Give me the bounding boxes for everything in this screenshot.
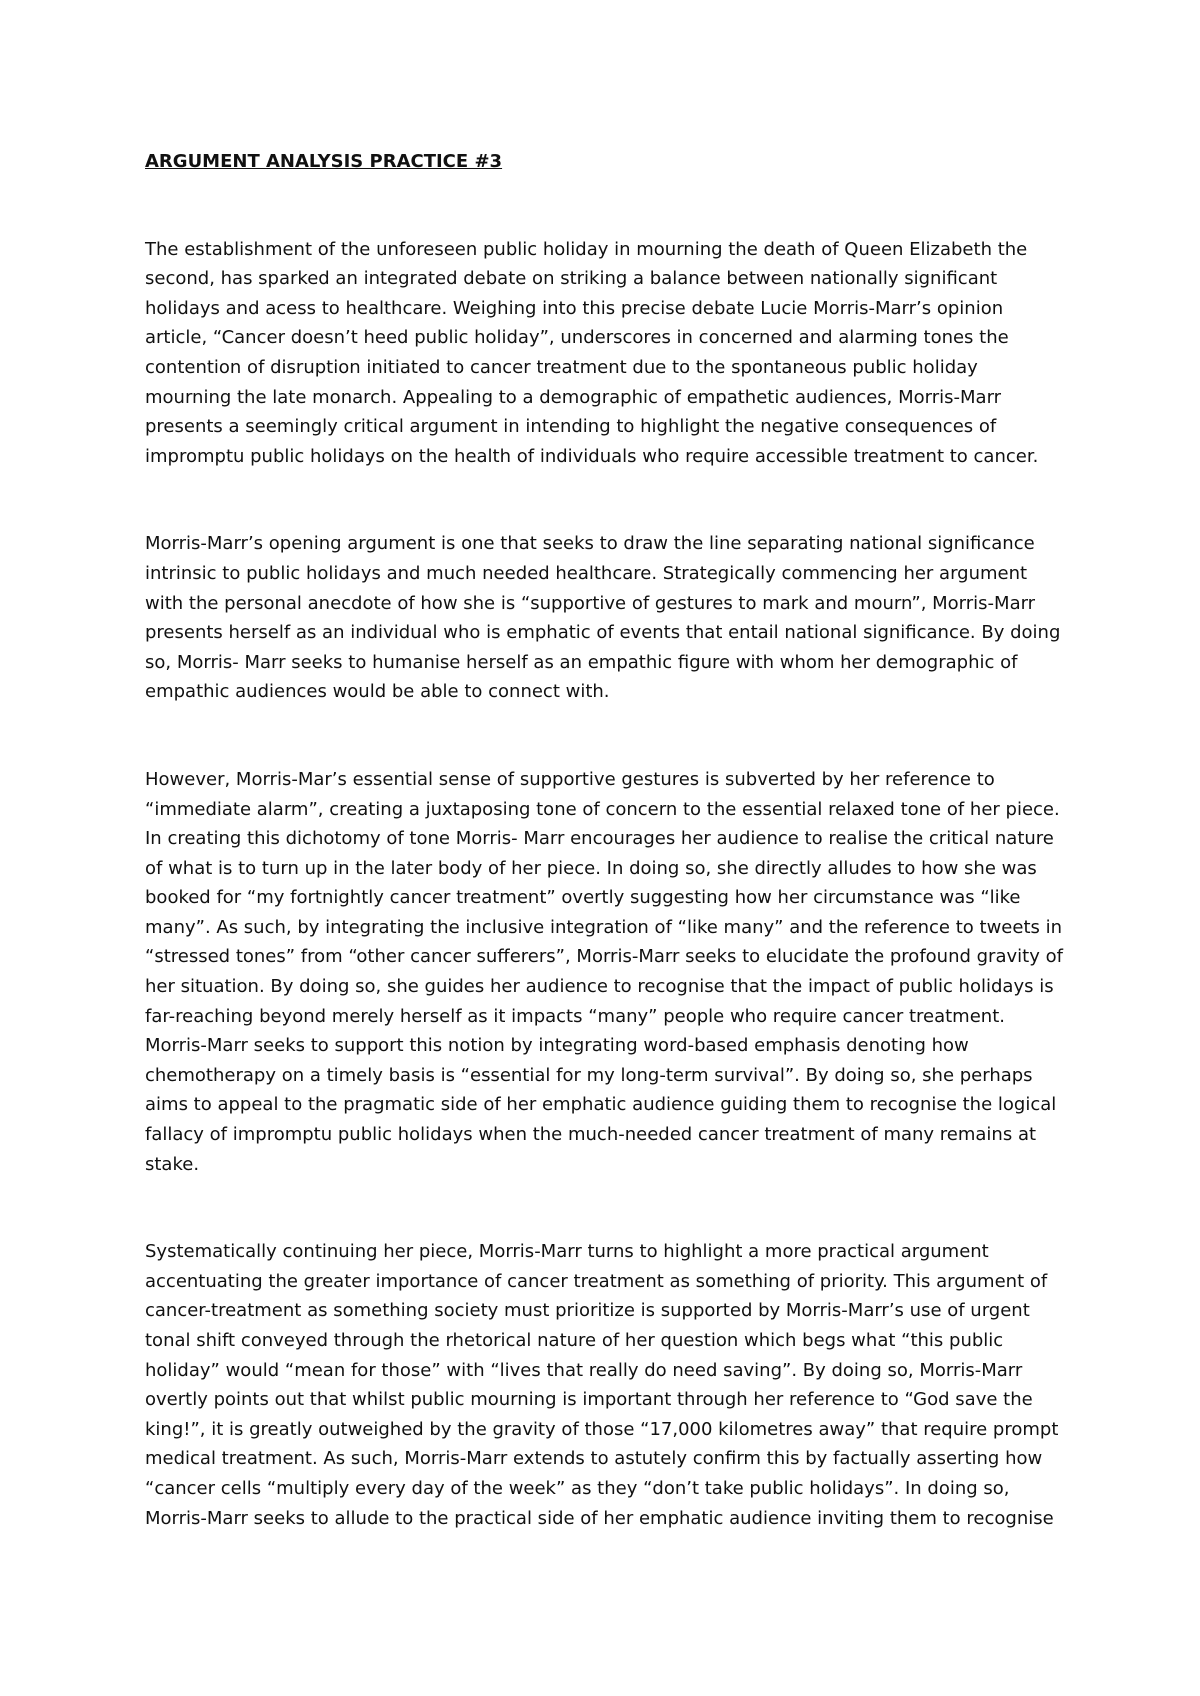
paragraph-intro: The establishment of the unforeseen public holiday in mourning the death of Queen Elizabeth the second, has sparked an integrated debate on striking a balance between nationally significant holidays and acess to healthcare. Weighing into this precise debate Lucie Morris-Marr’s opinion article, “Cancer doesn’t heed public holiday”, underscores in concerned and alarming tones the contention of disruption initiated to cancer treatment due to the spontaneous public holiday mourning the late monarch. Appealing to a demographic of empathetic audiences, Morris-Marr presents a seemingly critical argument in intending to highlight the negative consequences of impromptu public holidays on the health of individuals who require accessible treatment to cancer. bbox=[145, 238, 1039, 467]
paragraph-opening-argument: Morris-Marr’s opening argument is one that seeks to draw the line separating national significance intrinsic to public holidays and much needed healthcare. Strategically commencing her argument with the personal anecdote of how she is “supportive of gestures to mark and mourn”, Morris-Marr presents herself as an individual who is emphatic of events that entail national significance. By doing so, Morris- Marr seeks to humanise herself as an empathic figure with whom her demographic of empathic audiences would be able to connect with. bbox=[145, 533, 1061, 703]
paragraph-practical-argument: Systematically continuing her piece, Morris-Marr turns to highlight a more practical argument accentuating the greater importance of cancer treatment as something of priority. This argument of cancer-treatment as something society must prioritize is supported by Morris-Marr’s use of urgent tonal shift conveyed through the rhetorical nature of her question which begs what “this public holiday” would “mean for those” with “lives that really do need saving”. By doing so, Morris-Marr overtly points out that whilst public mourning is important through her reference to “God save the king!”, it is greatly outweighed by the gravity of those “17,000 kilometres away” that require prompt medical treatment. As such, Morris-Marr extends to astutely confirm this by factually asserting how “cancer cells “multiply every day of the week” as they “don’t take public holidays”. In doing so, Morris-Marr seeks to allude to the practical side of her emphatic audience inviting them to recognise bbox=[145, 1241, 1059, 1529]
document-title: ARGUMENT ANALYSIS PRACTICE #3 bbox=[145, 151, 503, 172]
paragraph-immediate-alarm: However, Morris-Mar’s essential sense of supportive gestures is subverted by her reference to “immediate alarm”, creating a juxtaposing tone of concern to the essential relaxed tone of her piece. In creating this dichotomy of tone Morris- Marr encourages her audience to realise the critical nature of what is to turn up in the later body of her piece. In doing so, she directly alludes to how she was booked for “my fortnightly cancer treatment” overtly suggesting how her circumstance was “like many”. As such, by integrating the inclusive integration of “like many” and the reference to tweets in “stressed tones” from “other cancer sufferers”, Morris-Marr seeks to elucidate the profound gravity of her situation. By doing so, she guides her audience to recognise that the impact of public holidays is far-reaching beyond merely herself as it impacts “many” people who require cancer treatment. Morris-Marr seeks to support this notion by integrating word-based emphasis denoting how chemotherapy on a timely basis is “essential for my long-term survival”. By doing so, she perhaps aims to appeal to the pragmatic side of her emphatic audience guiding them to recognise the logical fallacy of impromptu public holidays when the much-needed cancer treatment of many remains at stake. bbox=[145, 768, 1063, 1175]
document-body bbox=[145, 147, 1065, 1533]
